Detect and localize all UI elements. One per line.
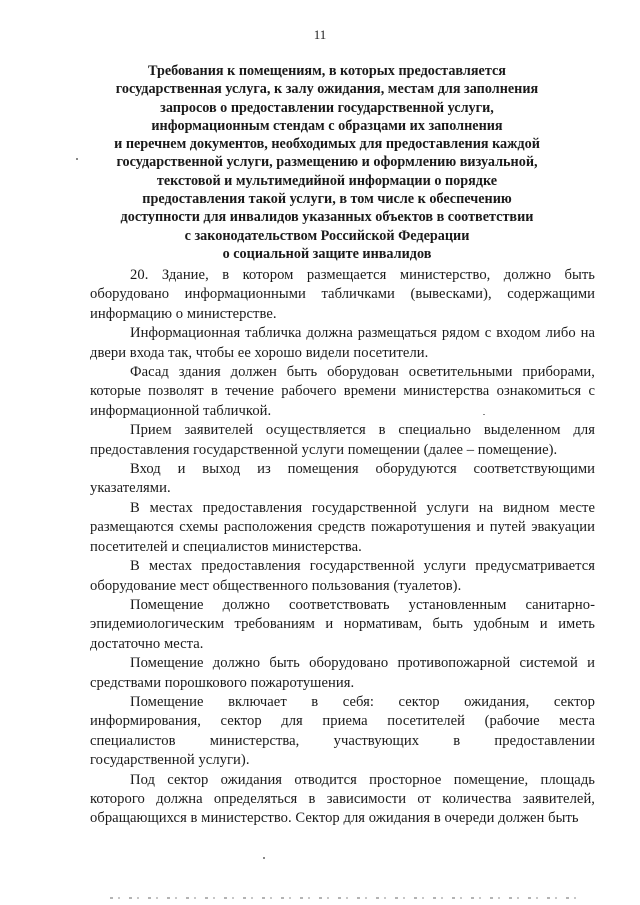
scan-speck — [483, 414, 485, 415]
heading-line: и перечнем документов, необходимых для предоставления каждой — [114, 136, 540, 153]
paragraph: Фасад здания должен быть оборудован осветительными приборами, которые позволят в течение рабочего времени министерства ознакомиться с информационной табличкой. — [90, 364, 595, 419]
heading-line: Требования к помещениям, в которых предоставляется — [148, 63, 506, 79]
heading-line: текстовой и мультимедийной информации о порядке — [156, 172, 498, 189]
paragraph: В местах предоставления государственной услуги на видном месте размещаются схемы расположения средств пожаротушения и путей эвакуации посетителей и специалистов министерства. — [90, 499, 595, 555]
paragraph-20: 20. Здание, в котором размещается министерство, должно быть оборудовано информационными табличками (вывесками), содержащими информацию о министерстве. — [90, 267, 595, 322]
paragraph-line: Помещение включает в себя: сектор ожидания, сектор — [130, 693, 595, 710]
heading-line: доступности для инвалидов указанных объектов в соответствии — [120, 209, 534, 226]
heading-line: предоставления такой услуги, в том числе к обеспечению — [142, 191, 512, 208]
paragraph: Помещение должно быть оборудовано противопожарной системой и средствами порошкового пожаротушения. — [90, 655, 595, 691]
paragraph: Под сектор ожидания отводится просторное помещение, площадь которого должна определяться в зависимости от количества заявителей, обращающихся в министерство. Сектор для ожидания в очереди должен быть — [90, 771, 595, 827]
section-heading — [82, 62, 572, 263]
paragraph-line: специалистов министерства, участвующих в предоставлении — [90, 732, 595, 749]
heading-line: государственной услуги, размещению и оформлению визуальной, — [116, 154, 538, 171]
body-text — [90, 266, 595, 829]
heading-line: государственная услуга, к залу ожидания, местам для заполнения — [115, 81, 539, 98]
heading-line: запросов о предоставлении государственной услуги, — [160, 99, 494, 116]
heading-line: информационным стендам с образцами их заполнения — [151, 117, 503, 134]
page-number: 11 — [313, 27, 327, 42]
paragraph-line: информирования, сектор для приема посетителей (рабочие места — [90, 713, 595, 730]
scan-edge-noise — [110, 897, 580, 899]
heading-line: о социальной защите инвалидов — [222, 245, 432, 262]
paragraph: В местах предоставления государственной услуги предусматривается оборудование мест общественного пользования (туалетов). — [90, 558, 595, 594]
scan-speck — [263, 857, 265, 859]
heading-line: с законодательством Российской Федерации — [184, 227, 470, 244]
paragraph: Прием заявителей осуществляется в специально выделенном для предоставления государственной услуги помещении (далее – помещение). — [90, 422, 595, 458]
paragraph-line: государственной услуги). — [90, 752, 250, 769]
paragraph: Информационная табличка должна размещаться рядом с входом либо на двери входа так, чтобы ее хорошо видели посетители. — [90, 325, 595, 361]
paragraph: Вход и выход из помещения оборудуются соответствующими указателями. — [90, 461, 595, 497]
scan-speck — [76, 158, 78, 160]
paragraph: Помещение должно соответствовать установленным санитарно-эпидемиологическим требованиям и нормативам, быть удобным и иметь достаточно места. — [90, 596, 595, 652]
paragraph — [90, 693, 595, 771]
